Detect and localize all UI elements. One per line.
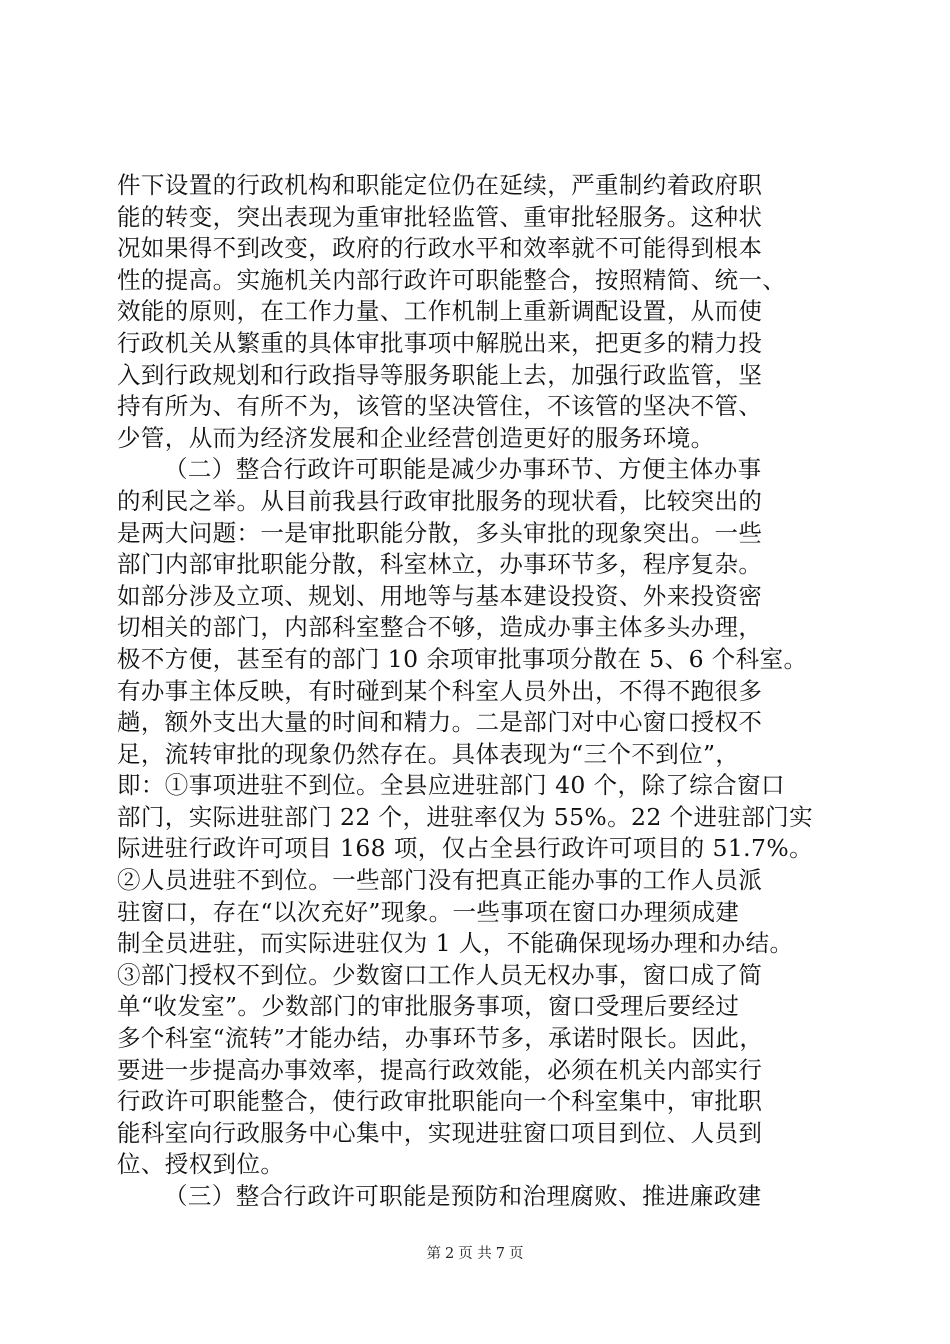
text-line: 有办事主体反映，有时碰到某个科室人员外出，不得不跑很多 bbox=[117, 676, 763, 705]
text-line: 即：①事项进驻不到位。全县应进驻部门 40 个，除了综合窗口 bbox=[117, 771, 785, 800]
text-line: 趟，额外支出大量的时间和精力。二是部门对中心窗口授权不 bbox=[117, 708, 763, 737]
text-line: 制全员进驻，而实际进驻仅为 1 人，不能确保现场办理和办结。 bbox=[117, 929, 794, 958]
text-line: 效能的原则，在工作力量、工作机制上重新调配设置，从而使 bbox=[117, 297, 763, 326]
text-line: 部门内部审批职能分散，科室林立，办事环节多，程序复杂。 bbox=[117, 550, 763, 579]
text-line: 位、授权到位。 bbox=[117, 1150, 285, 1179]
text-line: 性的提高。实施机关内部行政许可职能整合，按照精简、统一、 bbox=[117, 265, 787, 294]
page-total: 7 bbox=[495, 1246, 506, 1262]
text-line: 际进驻行政许可项目 168 项，仅占全县行政许可项目的 51.7%。 bbox=[117, 834, 814, 863]
text-line: 多个科室“流转”才能办结，办事环节多，承诺时限长。因此， bbox=[117, 1024, 764, 1053]
page-current: 2 bbox=[444, 1246, 455, 1262]
page-footer bbox=[0, 1242, 950, 1263]
page-suffix: 页 bbox=[509, 1246, 524, 1262]
section-heading-line: （三）整合行政许可职能是预防和治理腐败、推进廉政建 bbox=[164, 1182, 762, 1210]
text-line: 持有所为、有所不为，该管的坚决管住，不该管的坚决不管、 bbox=[117, 392, 763, 421]
text-line: 入到行政规划和行政指导等服务职能上去，加强行政监管，坚 bbox=[117, 360, 763, 389]
body-text bbox=[117, 170, 837, 1213]
text-line: 能科室向行政服务中心集中，实现进驻窗口项目到位、人员到 bbox=[117, 1118, 763, 1147]
text-line: 行政许可职能整合，使行政审批职能向一个科室集中，审批职 bbox=[117, 1087, 763, 1116]
page-mid: 页 共 bbox=[458, 1246, 492, 1262]
text-line: ③部门授权不到位。少数窗口工作人员无权办事，窗口成了简 bbox=[117, 960, 763, 989]
text-line: 部门，实际进驻部门 22 个，进驻率仅为 55%。22 个进驻部门实 bbox=[117, 802, 814, 831]
text-line: 件下设置的行政机构和职能定位仍在延续，严重制约着政府职 bbox=[117, 171, 763, 199]
page-prefix: 第 bbox=[426, 1246, 441, 1262]
text-line: 极不方便，甚至有的部门 10 余项审批事项分散在 5、6 个科室。 bbox=[117, 644, 808, 673]
text-line: 单“收发室”。少数部门的审批服务事项，窗口受理后要经过 bbox=[117, 992, 740, 1021]
text-line: 少管，从而为经济发展和企业经营创造更好的服务环境。 bbox=[117, 423, 715, 452]
text-line: 切相关的部门，内部科室整合不够，造成办事主体多头办理， bbox=[117, 613, 763, 642]
text-line: 行政机关从繁重的具体审批事项中解脱出来，把更多的精力投 bbox=[117, 328, 763, 357]
text-line: 要进一步提高办事效率，提高行政效能，必须在机关内部实行 bbox=[117, 1055, 763, 1084]
text-line: ②人员进驻不到位。一些部门没有把真正能办事的工作人员派 bbox=[117, 866, 763, 895]
text-line: 的利民之举。从目前我县行政审批服务的现状看，比较突出的 bbox=[117, 486, 763, 515]
section-heading-line: （二）整合行政许可职能是减少办事环节、方便主体办事 bbox=[164, 455, 762, 484]
text-line: 况如果得不到改变，政府的行政水平和效率就不可能得到根本 bbox=[117, 234, 763, 263]
text-line: 能的转变，突出表现为重审批轻监管、重审批轻服务。这种状 bbox=[117, 202, 763, 231]
text-line: 驻窗口，存在“以次充好”现象。一些事项在窗口办理须成建 bbox=[117, 897, 740, 926]
text-line: 足，流转审批的现象仍然存在。具体表现为“三个不到位”， bbox=[117, 739, 740, 768]
text-line: 是两大问题：一是审批职能分散，多头审批的现象突出。一些 bbox=[117, 518, 763, 547]
text-line: 如部分涉及立项、规划、用地等与基本建设投资、外来投资密 bbox=[117, 581, 763, 610]
